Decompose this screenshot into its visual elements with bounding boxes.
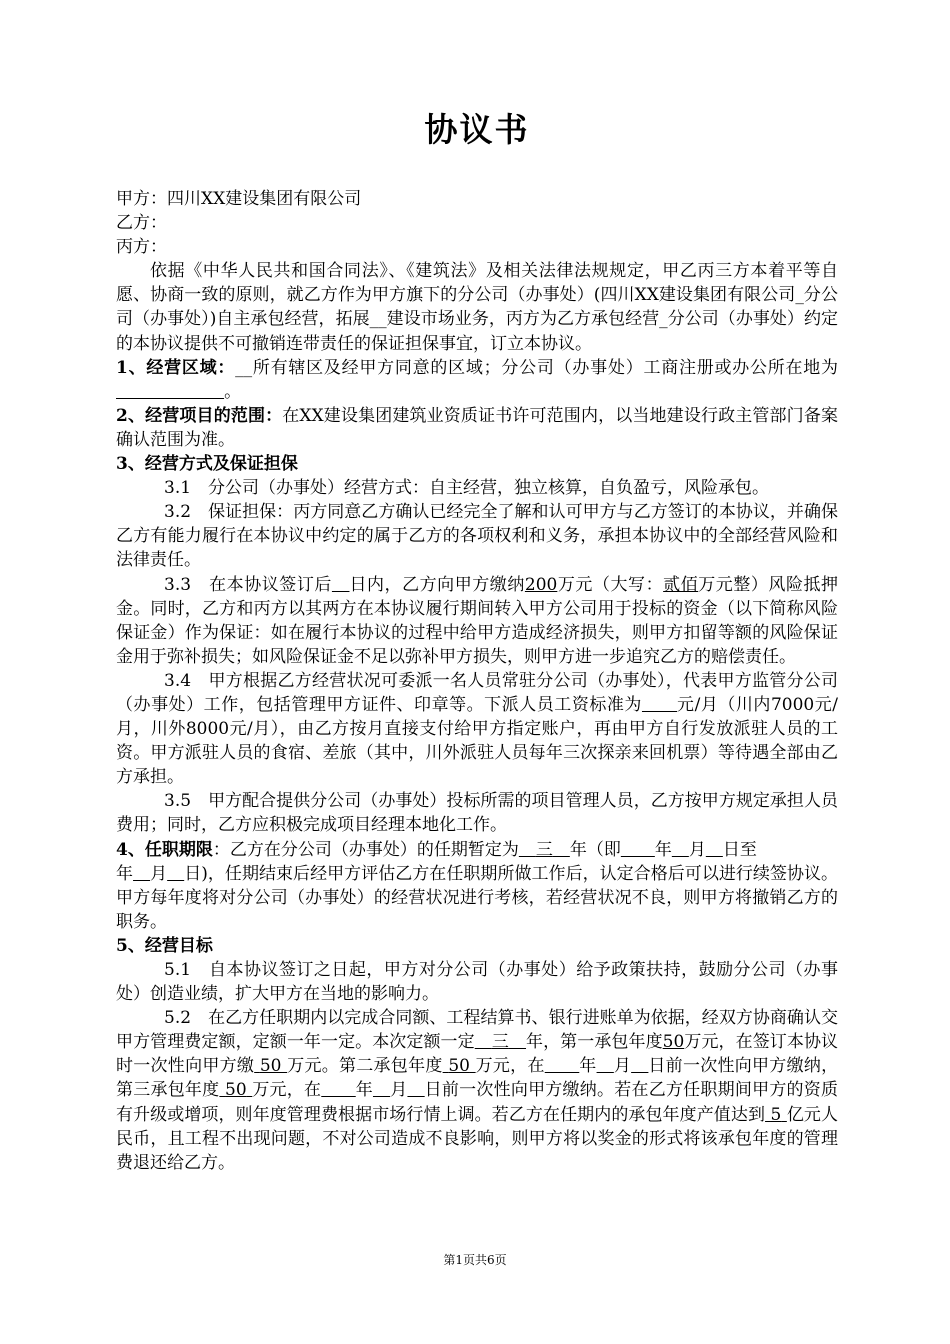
clause-3-4: 3.4 甲方根据乙方经营状况可委派一名人员常驻分公司（办事处），代表甲方监管分公司（办事处）工作，包括管理甲方证件、印章等。下派人员工资标准为 元/月（川内7000元/月，川外8000元/月），由乙方按月直接支付给甲方指定账户，再由甲方自行发放派驻人员的工资。甲方派驻人员的食宿、差旅（其中，川外派驻人员每年三次探亲来回机票）等待遇全部由乙方承担。 xyxy=(116,670,839,788)
clause-5-1: 5.1 自本协议签订之日起，甲方对分公司（办事处）给予政策扶持，鼓励分公司（办事处）创造业绩，扩大甲方在当地的影响力。 xyxy=(116,960,838,1005)
deposit-amount: 200 xyxy=(524,574,558,595)
preamble: 依据《中华人民共和国合同法》、《建筑法》及相关法律法规规定，甲乙丙三方本着平等自愿、协商一致的原则，就乙方作为甲方旗下的分公司（办事处）(四川XX建设集团有限公司_分公司（办事处）)自主承包经营，拓展__建设市场业务，丙方为乙方承包经营_分公司（办事处）约定的本协议提供不可撤销连带责任的保证担保事宜，订立本协议。 xyxy=(116,261,838,354)
fee-year-1: 50 xyxy=(662,1032,685,1053)
section-1-heading: 1、经营区域： xyxy=(116,357,236,378)
clause-3-2: 3.2 保证担保：丙方同意乙方确认已经完全了解和认可甲方与乙方签订的本协议，并确保乙方有能力履行在本协议中约定的属于乙方的各项权利和义务，承担本协议中的全部经营风险和法律责任。 xyxy=(116,502,838,571)
term-years: 三 xyxy=(535,839,553,860)
section-2: 2、经营项目的范围：在XX建设集团建筑业资质证书许可范围内，以当地建设行政主管部门备案确认范围为准。 xyxy=(116,405,838,450)
fee-year-1-paid: 50 xyxy=(259,1056,282,1077)
section-1: 1、经营区域：__所有辖区及经甲方同意的区域；分公司（办事处）工商注册或办公所在地为 。 xyxy=(116,357,838,402)
clause-3-5: 3.5 甲方配合提供分公司（办事处）投标所需的项目管理人员，乙方按甲方规定承担人员费用；同时，乙方应积极完成项目经理本地化工作。 xyxy=(116,791,838,836)
clause-5-2: 5.2 在乙方任职期内以完成合同额、工程结算书、银行进账单为依据，经双方协商确认交甲方管理费定额，定额一年一定。本次定额一定 三 年，第一承包年度50万元，在签订本协议时一次性向甲方缴 50 万元。第二承包年度 50 万元，在 年 月 日前一次性向甲方缴纳，第三承包年度 50 万元，在 年 月 日前一次性向甲方缴纳。若在乙方任职期间甲方的资质有升级或增项，则年度管理费根据市场行情上调。若乙方在任期内的承包年度产值达到 5 亿元人民币，且工程不出现问题，不对公司造成不良影响，则甲方将以奖金的形式将该承包年度的管理费退还给乙方。 xyxy=(116,1008,839,1173)
party-a: 甲方：四川XX建设集团有限公司 xyxy=(116,189,362,209)
address-blank xyxy=(116,382,224,402)
deposit-amount-upper: 贰佰 xyxy=(663,574,699,595)
page-footer: 第1页共6页 xyxy=(443,1253,507,1267)
clause-3-3: 3.3 在本协议签订后 日内，乙方向甲方缴纳200万元（大写：贰佰万元整）风险抵押金。同时，乙方和丙方以其两方在本协议履行期间转入甲方公司用于投标的资金（以下简称风险保证金）作为保证：如在履行本协议的过程中给甲方造成经济损失，则甲方扣留等额的风险保证金用于弥补损失；如风险保证金不足以弥补甲方损失，则甲方进一步追究乙方的赔偿责任。 xyxy=(116,574,839,667)
clause-3-1: 3.1 分公司（办事处）经营方式：自主经营，独立核算，自负盈亏，风险承包。 xyxy=(164,478,770,499)
section-2-heading: 2、经营项目的范围： xyxy=(116,405,283,426)
section-4-heading: 4、任职期限 xyxy=(116,839,213,860)
section-3-heading: 3、经营方式及保证担保 xyxy=(116,454,298,475)
document-page xyxy=(116,104,838,1175)
fee-year-3: 50 xyxy=(225,1080,247,1101)
section-4: 4、任职期限：乙方在分公司（办事处）的任期暂定为 三 年（即 年 月 日至 年 月 日)，任期结束后经甲方评估乙方在任职期所做工作后，认定合格后可以进行续签协议。甲方每年度将对分公司（办事处）的经营状况进行考核，若经营状况不良，则甲方将撤销乙方的职务。 xyxy=(116,839,839,932)
output-target: 5 xyxy=(770,1104,782,1125)
salary-blank xyxy=(642,695,677,715)
fee-year-2: 50 xyxy=(448,1056,470,1077)
document-title: 协议书 xyxy=(424,110,530,149)
section-5-heading: 5、经营目标 xyxy=(116,935,213,956)
party-b: 乙方： xyxy=(116,213,167,234)
days-blank xyxy=(332,575,350,595)
party-c: 丙方： xyxy=(116,237,167,258)
quota-years: 三 xyxy=(491,1032,509,1053)
